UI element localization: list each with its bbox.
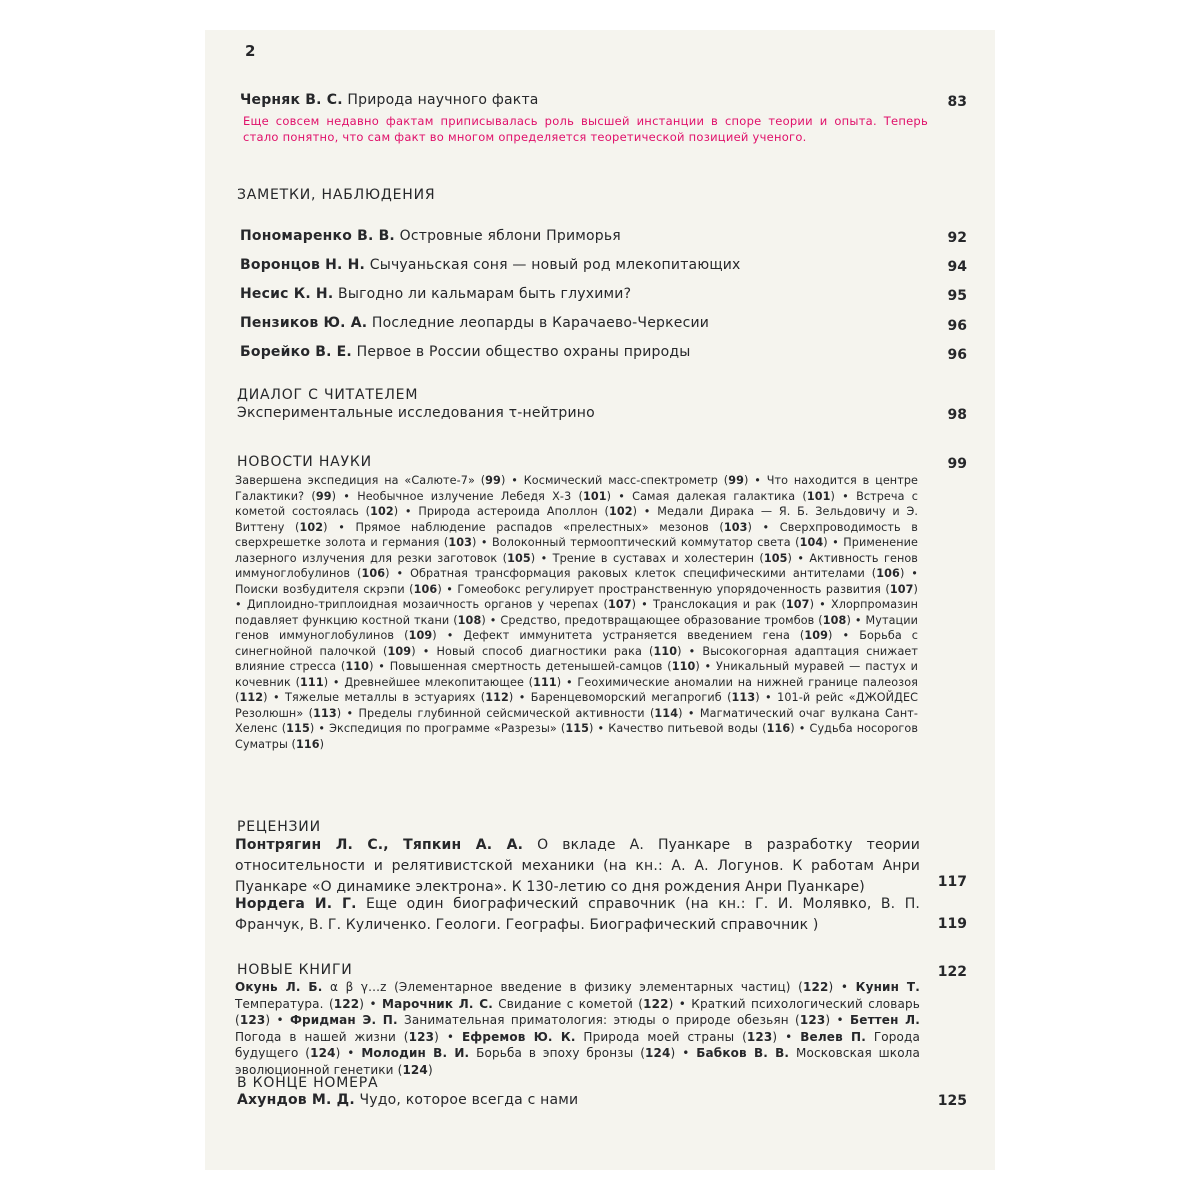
news-item-page: 107 [785,598,810,611]
news-item-title[interactable]: Тяжелые металлы в эстуариях [285,691,476,704]
news-item-title[interactable]: Обратная трансформация раковых клеток специфическими антителами [410,567,865,580]
news-item-title[interactable]: Магматический очаг вулкана Сант-Хеленс [235,706,919,735]
news-item-title[interactable]: Применение лазерного излучения для резки заготовок [235,536,919,565]
news-item-title[interactable]: Медали Дирака — Я. Б. Зельдовичу и Э. Виттену [235,505,919,534]
book-page: 124 [645,1046,671,1060]
toc-entry[interactable] [240,286,920,302]
toc-entry[interactable] [240,228,920,244]
news-item-page: 115 [286,722,310,735]
news-item-title[interactable]: Волоконный термооптический коммутатор света [492,536,791,549]
entry-title: Последние леопарды в Карачаево-Черкесии [371,315,710,331]
book-author: Молодин В. И. [361,1046,470,1060]
news-item-page: 99 [728,474,744,487]
news-item-title[interactable]: Средство, предотвращающее образование тромбов [500,613,815,627]
book-title[interactable]: Занимательная приматология: этюды о природе обезьян [404,1013,789,1027]
entry-page: 92 [947,230,967,246]
books-digest: Окунь Л. Б. α β γ...z (Элементарное введение в физику элементарных частиц) (122) • Кунин Т. Температура. (122) • Марочник Л. С. Свидание с кометой (122) • Краткий психологический словарь (123) • Фридман Э. П. Занимательная приматология: этюды о природе обезьян (123) • Беттен Л. Погода в нашей жизни (123) • Ефремов Ю. К. Природа моей страны (123) • Велев П. Города будущего (124) • Молодин В. И. Борьба в эпоху бронзы (124) • Бабков В. В. Московская школа эволюционной генетики (124) [235,980,921,1077]
news-item-page: 112 [485,691,509,704]
entry-title: Чудо, которое всегда с нами [359,1092,579,1108]
news-item-title[interactable]: Древнейшее млекопитающее [344,675,524,689]
book-author: Беттен Л. [849,1013,920,1027]
news-item-title[interactable]: Что находится в центре Галактики? [235,474,919,503]
entry-author: Пензиков Ю. А. [240,315,368,331]
news-item-page: 115 [565,722,589,735]
entry-page: 125 [937,1093,967,1109]
news-item-title[interactable]: Уникальный муравей — пастух и кочевник [235,660,918,689]
bullet-separator: • [636,598,653,611]
entry-page: 98 [947,407,967,423]
news-item-title[interactable]: Природа астероида Аполлон [418,505,598,518]
book-title[interactable]: Погода в нашей жизни [235,1029,396,1044]
news-item-title[interactable]: Высокогорная адаптация снижает влияние стресса [235,644,919,673]
news-item-page: 110 [653,644,678,658]
section-page-books: 122 [937,964,967,980]
entry-author: Черняк В. С. [240,92,343,108]
news-item-page: 101 [582,489,607,503]
news-item-page: 116 [296,737,320,751]
review-author: Нордега И. Г. [235,896,357,912]
news-item-page: 106 [413,582,438,596]
book-author: Марочник Л. С. [381,996,493,1011]
bullet-separator: • [751,520,780,534]
book-page: 123 [239,1013,266,1027]
news-item-page: 110 [345,660,370,673]
book-page: 124 [310,1046,336,1060]
bullet-separator: • [327,520,356,534]
news-item-page: 113 [313,706,337,720]
entry-title: Экспериментальные исследования τ-нейтрино [237,405,595,421]
article-lead: Еще совсем недавно фактам приписывалась роль высшей инстанции в споре теории и опыта. Теперь стало понятно, что сам факт во многом определяется теоретической позицией ученого. [243,114,928,144]
news-item-title[interactable]: Дефект иммунитета устраняется введением гена [463,629,790,642]
news-item-title[interactable]: Трение в суставах и холестерин [552,551,754,565]
toc-entry-dialog[interactable] [237,405,917,421]
book-title[interactable]: Московская школа эволюционной генетики [235,1046,921,1077]
news-item-title[interactable]: Баренцевоморский мегапрогиб [530,691,722,704]
book-page: 122 [643,996,669,1011]
news-item-page: 108 [822,613,847,627]
entry-title: Природа научного факта [347,92,539,108]
book-author: Бабков В. В. [696,1046,790,1060]
book-page: 122 [803,980,829,994]
bullet-separator: • [438,1029,462,1044]
entry-page: 94 [947,259,967,275]
bullet-separator: • [415,644,437,658]
bullet-separator: • [699,660,717,673]
bullet-separator: • [814,598,831,611]
news-item-page: 109 [387,644,412,658]
bullet-separator: • [476,536,492,549]
news-digest: Завершена экспедиция на «Салюте-7» (99) • Космический масс-спектрометр (99) • Что находится в центре Галактики? (99) • Необычное излучение Лебедя Х-3 (101) • Самая далекая галактика (101) • Встреча с кометой состоялась (102) • Природа астероида Аполлон (102) • Медали Дирака — Я. Б. Зельдовичу и Э. Виттену (102) • Прямое наблюдение распадов «прелестных» мезонов (103) • Сверхпроводимость в сверхрешетке золота и германия (103) • Волоконный термооптический коммутатор света (104) • Применение лазерного излучения для резки заготовок (105) • Трение в суставах и холестерин (105) • Активность генов иммуноглобулинов (106) • Обратная трансформация раковых клеток специфическими антителами (106) • Поиски возбудителя скрэпи (106) • Гомеобокс регулирует пространственную упорядоченность развития (107) • Диплоидно-триплоидная мозаичность органов у черепах (107) • Транслокация и рак (107) • Хлорпромазин подавляет функцию костной ткани (108) • Средство, предотвращающее образование тромбов (108) • Мутации генов иммуноглобулинов (109) • Дефект иммунитета устраняется введением гена (109) • Борьба с синегнойной палочкой (109) • Новый способ диагностики рака (110) • Высокогорная адаптация снижает влияние стресса (110) • Повышенная смертность детенышей-самцов (110) • Уникальный муравей — пастух и кочевник (111) • Древнейшее млекопитающее (111) • Геохимические аномалии на нижней границе палеозоя (112) • Тяжелые металлы в эстуариях (112) • Баренцевоморский мегапрогиб (113) • 101-й рейс «ДЖОЙДЕС Резолюшн» (113) • Пределы глубинной сейсмической активности (114) • Магматический очаг вулкана Сант-Хеленс (115) • Экспедиция по программе «Разрезы» (115) • Качество питьевой воды (116) • Судьба носорогов Суматры (116) [235,474,919,751]
news-item-page: 105 [507,551,531,565]
book-title[interactable]: Города будущего [235,1029,920,1060]
review-text: О вкладе А. Пуанкаре в разработку теории относительности и релятивистской механики (на кн.: А. А. Логунов. К работам Анри Пуанкаре «О динамике электрона». К 130-летию со дня рождения Анри Пуанкаре) [235,837,920,895]
news-item-title[interactable]: Гомеобокс регулирует пространственную упорядоченность развития [457,582,881,596]
bullet-separator: • [611,489,633,503]
bullet-separator: • [513,691,531,704]
bullet-separator: • [791,551,810,565]
bullet-separator: • [341,706,359,720]
section-heading-notes: ЗАМЕТКИ, НАБЛЮДЕНИЯ [237,187,436,203]
bullet-separator: • [235,598,247,611]
bullet-separator: • [398,505,419,518]
news-item-page: 111 [533,675,557,689]
news-item-page: 112 [239,691,264,704]
bullet-separator: • [681,644,703,658]
news-item-title[interactable]: Хлорпромазин подавляет функцию костной ткани [235,598,919,627]
entry-page: 83 [947,94,967,110]
entry-title: Выгодно ли кальмарам быть глухими? [338,286,632,302]
news-item-title[interactable]: Поиски возбудителя скрэпи [235,582,405,596]
entry-author: Воронцов Н. Н. [240,257,366,273]
bullet-separator: • [830,1013,850,1027]
book-page: 123 [799,1013,826,1027]
book-author: Окунь Л. Б. [235,980,323,994]
entry-page: 95 [947,288,967,304]
news-item-title[interactable]: Необычное излучение Лебедя Х-3 [357,489,572,503]
bullet-separator: • [748,474,767,487]
news-item-page: 111 [300,675,324,689]
entry-title: Островные яблони Приморья [399,228,621,244]
book-page: 123 [408,1029,435,1044]
news-item-page: 99 [485,474,501,487]
book-author: Велев П. [800,1029,866,1044]
section-heading-books: НОВЫЕ КНИГИ [237,962,353,978]
news-item-page: 107 [607,598,632,611]
news-item-title[interactable]: Встреча с кометой состоялась [235,489,918,518]
news-item-page: 103 [448,536,472,549]
bullet-separator: • [328,675,345,689]
bullet-separator: • [794,722,810,735]
entry-page: 96 [947,318,967,334]
news-item-title[interactable]: Самая далекая галактика [632,489,796,503]
book-page: 124 [402,1062,428,1077]
bullet-separator: • [834,489,857,503]
entry-page: 96 [947,347,967,363]
bullet-separator: • [593,722,609,735]
page-number: 2 [245,42,256,60]
toc-entry-top-article[interactable] [240,92,920,108]
news-item-title[interactable]: Повышенная смертность детенышей-самцов [389,660,663,673]
news-item-page: 102 [608,505,633,518]
bullet-separator: • [637,505,658,518]
section-heading-end: В КОНЦЕ НОМЕРА [237,1075,379,1091]
news-item-page: 107 [889,582,914,596]
entry-title: Сычуаньская соня — новый род млекопитающих [369,257,741,273]
bullet-separator: • [373,660,390,673]
review-page: 117 [937,874,967,890]
news-item-title[interactable]: Транслокация и рак [653,598,777,611]
news-item-title[interactable]: Сверхпроводимость в сверхрешетке золота и германия [235,520,918,549]
bullet-separator: • [827,536,844,549]
news-item-title[interactable]: Завершена экспедиция на «Салюте-7» [235,474,475,487]
news-item-page: 101 [806,489,831,503]
bullet-separator: • [850,613,866,627]
book-title[interactable]: Природа моей страны [583,1029,735,1044]
bullet-separator: • [904,567,919,580]
entry-author: Несис К. Н. [240,286,334,302]
book-title[interactable]: Температура. [235,996,324,1011]
book-page: 122 [333,996,360,1011]
bullet-separator: • [675,1046,697,1060]
book-title[interactable]: α β γ...z (Элементарное введение в физику элементарных частиц) [329,980,791,994]
bullet-separator: • [682,706,700,720]
bullet-separator: • [833,980,856,994]
toc-entry[interactable] [240,257,920,273]
news-item-title[interactable]: Пределы глубинной сейсмической активности [358,706,645,720]
news-item-page: 114 [654,706,679,720]
section-page-news: 99 [947,456,967,472]
news-item-page: 106 [876,567,900,580]
news-item-title[interactable]: Судьба носорогов Суматры [235,722,919,751]
entry-author: Пономаренко В. В. [240,228,395,244]
entry-author: Борейко В. Е. [240,344,352,360]
bullet-separator: • [270,1013,290,1027]
bullet-separator: • [364,996,382,1011]
bullet-separator: • [561,675,578,689]
book-page: 123 [746,1029,773,1044]
bullet-separator: • [336,489,358,503]
bullet-separator: • [759,691,778,704]
news-item-page: 109 [804,629,829,642]
bullet-separator: • [485,613,501,627]
news-item-page: 102 [299,520,324,534]
book-title[interactable]: Краткий психологический словарь [691,996,921,1011]
book-author: Фридман Э. П. [290,1013,398,1027]
review-page: 119 [937,916,967,932]
bullet-separator: • [535,551,553,565]
news-item-page: 104 [799,536,824,549]
book-title[interactable]: Борьба в эпоху бронзы [476,1046,634,1060]
entry-author: Ахундов М. Д. [237,1092,355,1108]
news-item-page: 105 [763,551,788,565]
news-item-page: 109 [408,629,433,642]
book-author: Кунин Т. [855,980,920,994]
news-item-title[interactable]: Геохимические аномалии на нижней границе палеозоя [577,675,918,689]
book-author: Ефремов Ю. К. [461,1029,576,1044]
news-item-title[interactable]: Экспедиция по программе «Разрезы» [329,722,557,735]
review-entry[interactable] [235,894,920,936]
news-item-page: 99 [315,489,332,503]
news-item-title[interactable]: Качество питьевой воды [608,722,759,735]
bullet-separator: • [436,629,464,642]
news-item-title[interactable]: Борьба с синегнойной палочкой [235,629,919,658]
toc-entry-end[interactable] [237,1092,917,1108]
toc-entry[interactable] [240,315,920,331]
toc-entry[interactable] [240,344,920,360]
entry-title: Первое в России общество охраны природы [356,344,691,360]
news-item-page: 103 [723,520,748,534]
bullet-separator: • [314,722,330,735]
news-item-page: 110 [671,660,696,673]
news-item-title[interactable]: Прямое наблюдение распадов «прелестных» мезонов [355,520,709,534]
news-item-page: 113 [731,691,756,704]
news-item-title[interactable]: Мутации генов иммуноглобулинов [235,613,919,642]
news-item-title[interactable]: Активность генов иммуноглобулинов [235,551,919,580]
news-item-page: 116 [766,722,791,735]
news-item-page: 106 [361,567,386,580]
news-item-title[interactable]: 101-й рейс «ДЖОЙДЕС Резолюшн» [235,691,919,720]
bullet-separator: • [505,474,524,487]
bullet-separator: • [673,996,692,1011]
news-item-page: 108 [457,613,482,627]
bullet-separator: • [389,567,411,580]
section-heading-reviews: РЕЦЕНЗИИ [237,819,321,835]
bullet-separator: • [777,1029,801,1044]
section-heading-news: НОВОСТИ НАУКИ [237,454,372,470]
news-item-title[interactable]: Диплоидно-триплоидная мозаичность органов у черепах [246,598,599,611]
bullet-separator: • [267,691,286,704]
section-heading-dialog: ДИАЛОГ С ЧИТАТЕЛЕМ [237,387,419,403]
review-author: Понтрягин Л. С., Тяпкин А. А. [235,837,524,853]
bullet-separator: • [441,582,458,596]
toc-page [205,30,995,1170]
review-text: Еще один биографический справочник (на кн.: Г. И. Молявко, В. П. Франчук, В. Г. Куличенко. Геологи. Географы. Биографический справочник ) [235,896,920,933]
news-item-title[interactable]: Космический масс-спектрометр [523,474,718,487]
review-entry[interactable] [235,835,920,898]
bullet-separator: • [832,629,860,642]
book-title[interactable]: Свидание с кометой [498,996,633,1011]
bullet-separator: • [340,1046,362,1060]
news-item-page: 102 [370,505,394,518]
news-item-title[interactable]: Новый способ диагностики рака [436,644,642,658]
